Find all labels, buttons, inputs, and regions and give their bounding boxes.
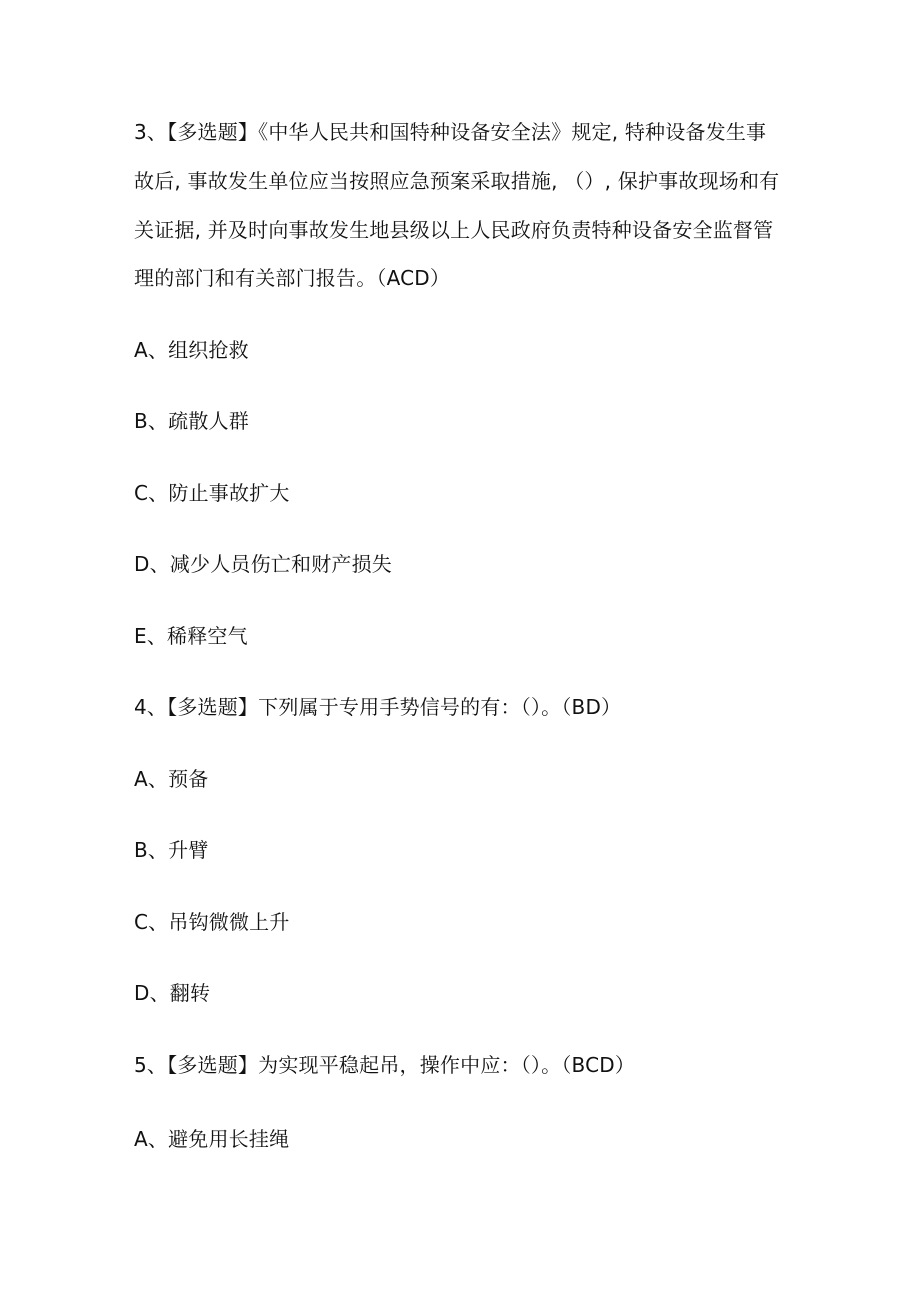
question-4-option-b: B、升臂	[134, 838, 209, 862]
question-4-option-a: A、预备	[134, 767, 209, 791]
question-4-option-d: D、翻转	[134, 981, 211, 1005]
question-3-option-e: E、稀释空气	[134, 624, 248, 648]
question-3-option-c: C、防止事故扩大	[134, 481, 290, 505]
question-3-option-b: B、疏散人群	[134, 409, 249, 433]
question-4-stem: 4、【多选题】下列属于专用手势信号的有：（）。（BD）	[134, 695, 622, 719]
question-3-stem-line-2: 故后, 事故发生单位应当按照应急预案采取措施, （）, 保护事故现场和有	[134, 169, 780, 193]
question-4-option-c: C、吊钩微微上升	[134, 910, 290, 934]
question-3-stem-line-3: 关证据, 并及时向事故发生地县级以上人民政府负责特种设备安全监督管	[134, 218, 774, 242]
question-5-option-a: A、避免用长挂绳	[134, 1127, 290, 1151]
question-3-option-a: A、组织抢救	[134, 338, 249, 362]
question-3-stem-line-4: 理的部门和有关部门报告。（ACD）	[134, 266, 451, 290]
question-5-stem: 5、【多选题】为实现平稳起吊，操作中应：（）。（BCD）	[134, 1053, 636, 1077]
question-3-option-d: D、减少人员伤亡和财产损失	[134, 552, 393, 576]
question-3-stem-line-1: 3、【多选题】《中华人民共和国特种设备安全法》规定, 特种设备发生事	[134, 120, 767, 144]
